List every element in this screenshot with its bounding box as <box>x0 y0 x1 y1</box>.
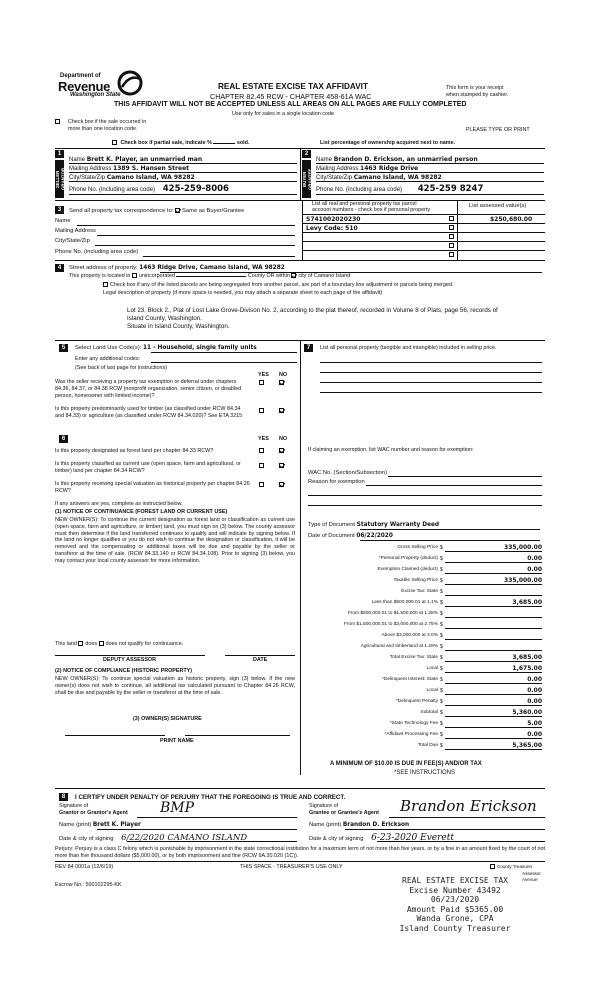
agency-line1: Department of <box>60 73 101 79</box>
tax-row-dollar: $ <box>440 721 443 727</box>
tax-row-line <box>445 562 542 563</box>
tax-row-label: Taxable Selling Price <box>393 578 438 583</box>
tax-row-line <box>445 672 542 673</box>
grantee-name-label: Name (print) <box>309 822 342 828</box>
unincorporated-checkbox[interactable] <box>132 273 137 278</box>
section-2-number: 2 <box>302 150 311 158</box>
tax-row-value[interactable]: 5.00 <box>527 720 542 727</box>
tax-row-line <box>445 639 542 640</box>
tax-row-dollar: $ <box>440 556 443 562</box>
tax-row-label: *State Technology Fee <box>389 721 438 726</box>
s5-q2-no[interactable] <box>279 408 284 413</box>
agency-line2: Revenue <box>58 79 111 94</box>
section-5 <box>55 342 300 434</box>
perjury-statement: Perjury: Perjury is a class C felony which is punishable by imprisonment in the state correctional institution for a maximum term of not more than five years, or by a fine in an amount fixed by the court of not more than five thousand dollars ($5,000.00), or by both imprisonment and fine (RCW 9A.20.020 (1C)). <box>55 846 545 859</box>
doc-type-label: Type of Document <box>308 522 356 528</box>
dor-logo <box>58 70 148 104</box>
s6-q2-no[interactable] <box>279 463 284 468</box>
s5-q1-no[interactable] <box>279 380 284 385</box>
tax-row-label: *Delinquent Penalty <box>395 699 438 704</box>
additional-codes-label: Enter any additional codes: <box>75 356 141 362</box>
buyer-name-label: Name <box>316 157 333 163</box>
tax-row-dollar: $ <box>440 666 443 672</box>
stamp-line-6: Island County Treasurer <box>399 923 511 933</box>
grantee-date-label: Date & city of signing <box>309 836 364 842</box>
tax-row-value[interactable]: 335,000.00 <box>504 544 542 551</box>
seller-phone-label: Phone No. (including area code) <box>69 187 156 193</box>
tax-row-dollar: $ <box>440 611 443 617</box>
form-warning: THIS AFFIDAVIT WILL NOT BE ACCEPTED UNLESS ALL AREAS ON ALL PAGES ARE FULLY COMPLETED <box>114 101 467 108</box>
section-8-number: 8 <box>59 793 68 801</box>
segregated-checkbox[interactable] <box>103 282 108 287</box>
seller-grantor-label: SELLER GRANTOR <box>55 160 64 198</box>
s6-question-1: Is this property designated as forest land per chapter 84.33 RCW? <box>55 448 214 454</box>
same-as-buyer-label: Same as Buyer/Grantee <box>182 208 245 215</box>
street-label: Street address of property: <box>69 265 138 271</box>
seller-city-label: City/State/Zip <box>69 175 106 181</box>
s5-question-2: Is this property predominantly used for timber (as classified under RCW 84.34 and 84.33) or agriculture (as classified under RCW 84.34.020)? See ETA 3215 <box>55 406 243 419</box>
section-7-number: 7 <box>304 344 313 352</box>
tax-row-dollar: $ <box>440 567 443 573</box>
tax-row-value[interactable]: 5,365.00 <box>512 742 542 749</box>
tax-row-line <box>445 617 542 618</box>
form-title: REAL ESTATE EXCISE TAX AFFIDAVIT <box>218 82 368 91</box>
stamp-line-5: Wanda Grone, CPA <box>416 914 494 923</box>
seller-phone[interactable]: 425-259-8006 <box>162 184 229 194</box>
owner-signature-label: (3) OWNER(S) SIGNATURE <box>133 716 202 722</box>
stamp-line-2: Excise Number 43492 <box>409 885 501 895</box>
seller-name[interactable]: Brett K. Player, an unmarried man <box>86 156 203 163</box>
tax-row-label: Local <box>426 666 438 671</box>
unincorporated-label: unincorporated <box>138 273 175 279</box>
tax-row-dollar: $ <box>440 710 443 716</box>
ownership-note: List percentage of ownership acquired next to name. <box>320 140 456 146</box>
multi-location-label-1: Check box if the sale occurred in <box>68 119 147 125</box>
grantor-date-city[interactable]: 6/22/2020 CAMANO ISLAND <box>121 833 248 843</box>
agency-line3: Washington State <box>70 92 121 98</box>
section-2 <box>302 148 545 200</box>
buyer-mailing-label: Mailing Address <box>316 166 359 172</box>
corr-name-label: Name <box>55 218 71 224</box>
receipt-note-1: This form is your receipt <box>446 85 504 91</box>
tax-row-dollar: $ <box>440 732 443 738</box>
s5-question-1: Was the seller receiving a property tax exemption or deferral under chapters 84.36, 84.37, or 84.38 RCW (nonprofit organization, senior citizen, or disabled person, homeowner with limited income)? <box>55 379 242 399</box>
levy-code[interactable]: Levy Code: 510 <box>306 225 358 232</box>
notice-2-body: NEW OWNER(S): To continue special valuation as historic property, sign (3) below. If the new owner(s) does not wish to continue, all additional tax calculated pursuant to Chapter 84.26 RCW, shall be due and payable by the seller or transferor at the time of sale. <box>55 676 295 696</box>
doc-type[interactable]: Statutory Warranty Deed <box>356 522 440 528</box>
tax-row-label: Above $3,000,000 at 3.0% <box>381 633 438 638</box>
grantee-name[interactable]: Brandon D. Erickson <box>342 822 410 828</box>
avenue-label: Avenue <box>522 877 538 882</box>
tax-row-value[interactable]: 0.00 <box>527 566 542 573</box>
buyer-city-label: City/State/Zip <box>316 175 353 181</box>
multi-location-label-2: more than one location code. <box>68 126 138 132</box>
tax-row-dollar: $ <box>440 545 443 551</box>
buyer-name[interactable]: Brandon D. Erickson, an unmarried person <box>333 156 478 163</box>
parcel-header-2: account numbers - check box if personal property <box>312 207 431 213</box>
grantor-name-label: Name (print) <box>59 822 92 828</box>
exemption-claim-label: If claiming an exemption, list WAC number and reason for exemption: <box>308 447 474 453</box>
within-city-checkbox[interactable] <box>291 273 296 278</box>
tax-row-line <box>445 738 542 739</box>
s6-q3-yes[interactable] <box>259 482 264 487</box>
tax-row-label: Subtotal <box>420 710 438 715</box>
corr-mailing-label: Mailing Address <box>55 228 96 234</box>
tax-row-label: Total Due <box>417 743 438 748</box>
buyer-phone[interactable]: 425-259 8247 <box>417 184 484 194</box>
parcel-number[interactable]: S741002020230 <box>306 216 361 223</box>
section-6-number: 6 <box>59 435 68 443</box>
parcel-4-checkbox[interactable] <box>449 243 454 248</box>
s6-q3-no[interactable] <box>279 482 284 487</box>
segregated-label: Check box if any of the listed parcels are being segregated from another parcel, are part of a boundary line adjustment or parcels being merged. <box>110 282 454 288</box>
section-7 <box>302 342 545 512</box>
buyer-phone-label: Phone No. (including area code) <box>316 187 403 193</box>
tax-row-label: *Affidavit Processing Fee <box>384 732 438 737</box>
please-type: PLEASE TYPE OR PRINT <box>466 127 530 133</box>
tax-row-value[interactable]: 3,685.00 <box>512 654 542 661</box>
tax-row-line <box>445 606 542 607</box>
parcel-5-checkbox[interactable] <box>449 252 454 257</box>
tax-row-line <box>445 705 542 706</box>
stamp-line-1: REAL ESTATE EXCISE TAX <box>402 876 508 885</box>
deputy-date-label: DATE <box>253 657 268 663</box>
tax-row-value[interactable]: 0.00 <box>527 687 542 694</box>
assessed-value[interactable]: $250,680.00 <box>490 216 533 223</box>
escrow-number: Escrow No.: 500102295-KK <box>55 882 122 888</box>
assessor-label: Assessor <box>522 871 541 876</box>
s6-question-3: Is this property receiving special valuation as historical property per chapter 84.26 RCW? <box>55 481 250 494</box>
parcel-2-checkbox[interactable] <box>449 225 454 230</box>
tax-row-label: *Personal Property (deduct) <box>378 556 438 561</box>
tax-row-line <box>445 628 542 629</box>
tax-row-line <box>445 661 542 662</box>
corr-phone-label: Phone No. (including area code) <box>55 249 139 255</box>
notice-1-title: (1) NOTICE OF CONTINUANCE (FOREST LAND OR CURRENT USE) <box>55 509 228 515</box>
section-3 <box>55 200 545 260</box>
tax-row-dollar: $ <box>440 644 443 650</box>
tax-row-line <box>445 584 542 585</box>
parcel-3-checkbox[interactable] <box>449 234 454 239</box>
doc-date-label: Date of Document <box>308 533 355 539</box>
section-4-number: 4 <box>55 264 64 272</box>
single-location-note: Use only for sales in a single location code <box>232 111 334 117</box>
s6-q1-yes[interactable] <box>259 448 264 453</box>
tax-row-line <box>445 573 542 574</box>
tax-row-label: Less than $500,000.01 at 1.1% <box>371 600 438 605</box>
tax-row-dollar: $ <box>440 655 443 661</box>
s6-question-2: Is this property classified as current use (open space, farm and agricultural, or timber) land per chapter 84.34 RCW? <box>55 461 241 474</box>
receipt-note-2: when stamped by cashier. <box>446 92 509 98</box>
legal-line-3[interactable]: Situate in Island County, Washington. <box>127 323 230 330</box>
see-back-label: (See back of last page for instructions) <box>75 365 167 371</box>
does-not-label: does not qualify for continuance. <box>105 641 184 647</box>
tax-row-dollar: $ <box>440 600 443 606</box>
s5-q2-yes[interactable] <box>259 408 264 413</box>
street-address[interactable]: 1463 Ridge Drive, Camano Island, WA 98282 <box>139 265 285 271</box>
tax-row-line <box>445 595 542 596</box>
tax-row-value[interactable]: 0.00 <box>527 676 542 683</box>
this-land-label: This land <box>55 641 77 647</box>
tax-row-label: *Delinquent Interest: State <box>382 677 438 682</box>
county-treasurer-label: County Treasurer <box>497 864 533 869</box>
section-6 <box>55 434 300 774</box>
s5-yes-header: YES <box>258 372 269 378</box>
see-instructions-note: *SEE INSTRUCTIONS <box>394 770 456 776</box>
legal-label: Legal description of property (if more space is needed, you may attach a separate sheet to each page of the affidavit) <box>103 290 383 296</box>
tax-row-value[interactable]: 0.00 <box>527 698 542 705</box>
grantee-sig-label-1: Signature of <box>309 803 339 809</box>
deputy-assessor-label: DEPUTY ASSESSOR <box>103 657 157 663</box>
form-subtitle: CHAPTER 82.45 RCW - CHAPTER 458-61A WAC <box>210 92 372 101</box>
tax-row-label: Gross Selling Price <box>397 545 438 550</box>
section-1 <box>55 148 300 200</box>
tax-table <box>302 543 545 753</box>
tax-row-dollar: $ <box>440 743 443 749</box>
grantee-signature[interactable]: Brandon Erickson <box>400 797 537 815</box>
treasurer-stamp <box>380 876 530 933</box>
send-correspondence-label: Send all property tax correspondence to: <box>69 208 174 215</box>
tax-row-line <box>445 650 542 651</box>
reason-exemption-label: Reason for exemption <box>308 479 365 485</box>
tax-row-dollar: $ <box>440 633 443 639</box>
grantor-name[interactable]: Brett K. Player <box>92 822 141 828</box>
city-of-label: city of Camano Island <box>298 273 351 279</box>
tax-row-dollar: $ <box>440 589 443 595</box>
partial-sale-checkbox[interactable] <box>112 140 117 145</box>
doc-date[interactable]: 06/22/2020 <box>356 533 393 539</box>
section-4 <box>55 262 545 340</box>
s5-q1-yes[interactable] <box>259 380 264 385</box>
s5-no-header: NO <box>279 372 288 378</box>
legal-line-1[interactable]: Lot 23, Block 2., Plat of Lost Lake Grove-Divison No. 2, according to the plat thereof, recorded in Volume 8 of Plats, page 56, records of <box>127 307 498 314</box>
county-or-within-label: County OR within <box>247 273 290 279</box>
print-name-label: PRINT NAME <box>160 738 194 744</box>
parcel-1-checkbox[interactable] <box>449 216 454 221</box>
minimum-due-note: A MINIMUM OF $10.00 IS DUE IN FEE(S) AND/OR TAX <box>330 761 482 767</box>
tax-row-label: From $1,500,000.01 to $3,000,000 at 2.75% <box>343 622 438 627</box>
does-checkbox[interactable] <box>78 641 83 646</box>
tax-row-line <box>445 683 542 684</box>
assessed-header: List assessed value(s) <box>469 203 527 209</box>
tax-row-dollar: $ <box>440 622 443 628</box>
seller-mailing[interactable]: 1389 S. Hansen Street <box>113 165 190 172</box>
tax-row-line <box>445 716 542 717</box>
grantor-date-label: Date & city of signing <box>59 836 114 842</box>
treasurer-use-only: THIS SPACE - TREASURER'S USE ONLY <box>240 864 343 870</box>
tax-row-line <box>445 749 542 750</box>
tax-row-value[interactable]: 0.00 <box>527 731 542 738</box>
tax-row-dollar: $ <box>440 699 443 705</box>
s6-q1-no[interactable] <box>279 448 284 453</box>
tax-row-label: Total Excise Tax: State <box>389 655 438 660</box>
tax-row-label: Excise Tax: State <box>401 589 438 594</box>
section-8 <box>55 790 545 842</box>
seller-mailing-label: Mailing Address <box>69 166 112 172</box>
grantor-sig-label-2: Grantor or Grantor's Agent <box>59 810 128 816</box>
notice-2-title: (2) NOTICE OF COMPLIANCE (HISTORIC PROPERTY) <box>55 668 193 674</box>
grantee-date-city[interactable]: 6-23-2020 Everett <box>371 833 454 843</box>
buyer-grantee-label: BUYER GRANTEE <box>302 160 311 198</box>
s6-q2-yes[interactable] <box>259 463 264 468</box>
s6-yes-header: YES <box>258 436 269 442</box>
tax-row-dollar: $ <box>440 677 443 683</box>
grantee-sig-label-2: Grantee or Grantee's Agent <box>309 810 379 816</box>
multi-location-checkbox[interactable] <box>55 119 60 124</box>
parcel-header-1: List all real and personal property tax parcel <box>312 201 417 207</box>
legal-line-2[interactable]: Island County, Washington. <box>127 315 202 322</box>
form-number: REV 84 0001a (12/6/19) <box>55 864 114 870</box>
grantor-signature[interactable]: BMP <box>160 800 195 816</box>
partial-sale-label: Check box if partial sale, indicate % <box>120 140 212 146</box>
tax-row-value[interactable]: 1,675.00 <box>512 665 542 672</box>
certify-statement: I CERTIFY UNDER PENALTY OF PERJURY THAT THE FOREGOING IS TRUE AND CORRECT. <box>75 794 346 801</box>
tax-row-label: Local <box>426 688 438 693</box>
tax-row-label: Agricultural and timberland at 1.28% <box>360 644 438 649</box>
section-1-number: 1 <box>55 150 64 158</box>
sold-label: sold. <box>236 140 250 146</box>
tax-row-label: From $500,000.01 to $1,500,000 at 1.28% <box>347 611 438 616</box>
seller-city[interactable]: Camano Island, WA 98282 <box>106 174 195 181</box>
tax-row-line <box>445 551 542 552</box>
wac-number-label: WAC No. (Section/Subsection) <box>308 470 388 476</box>
land-use-code[interactable]: 11 - Household, single family units <box>143 345 257 351</box>
section-5-number: 5 <box>59 344 68 352</box>
personal-property-label: List all personal property (tangible and intangible) included in selling price. <box>320 345 497 351</box>
partial-sale-row <box>112 140 249 147</box>
s6-no-header: NO <box>279 436 288 442</box>
tax-row-value[interactable]: 335,000.00 <box>504 577 542 584</box>
tax-row-line <box>445 694 542 695</box>
tax-row-value[interactable]: 5,360.00 <box>512 709 542 716</box>
does-not-checkbox[interactable] <box>99 641 104 646</box>
tax-row-line <box>445 727 542 728</box>
tax-row-dollar: $ <box>440 688 443 694</box>
does-label: does <box>85 641 98 647</box>
section-3-number: 3 <box>55 206 64 214</box>
seller-name-label: Name <box>69 157 86 163</box>
land-use-label: Select Land Use Code(s): <box>75 345 142 351</box>
located-in-label: This property is located in <box>69 273 131 279</box>
tax-row-label: Exemption Claimed (deduct) <box>377 567 438 572</box>
if-yes-note: If any answers are yes, complete as instructed below. <box>55 501 183 507</box>
stamp-line-4: Amount Paid $5365.00 <box>406 904 504 914</box>
buyer-mailing[interactable]: 1463 Ridge Drive <box>360 165 419 172</box>
notice-1-body: NEW OWNER(S): To continue the current designation as forest land or classification as current use (open space, farm and agriculture, or timber) land, you must sign on (3) below. The county assessor must then determine if the land transferred continues to qualify and will indicate by signing below. If the land no longer qualifies or you do not wish to continue the designation or classification, it will be removed and the compensating or additional taxes will be due and payable by the seller or transferor at the time of sale. (RCW 84.33.140 or RCW 84.34.108). Prior to signing (3) below, you may contact your local county assessor for more information. <box>55 517 295 564</box>
grantor-sig-label-1: Signature of <box>59 803 89 809</box>
buyer-city[interactable]: Camano Island, WA 98282 <box>353 174 442 181</box>
same-as-buyer-checkbox[interactable] <box>175 208 180 213</box>
multi-location-row <box>55 119 62 126</box>
tax-row-value[interactable]: 3,685.00 <box>512 599 542 606</box>
tax-row-value[interactable]: 0.00 <box>527 555 542 562</box>
stamp-line-3: 06/23/2020 <box>430 895 480 904</box>
corr-city-label: City/State/Zip <box>55 238 90 244</box>
tax-row-dollar: $ <box>440 578 443 584</box>
county-treasurer-checkbox[interactable] <box>490 864 495 869</box>
